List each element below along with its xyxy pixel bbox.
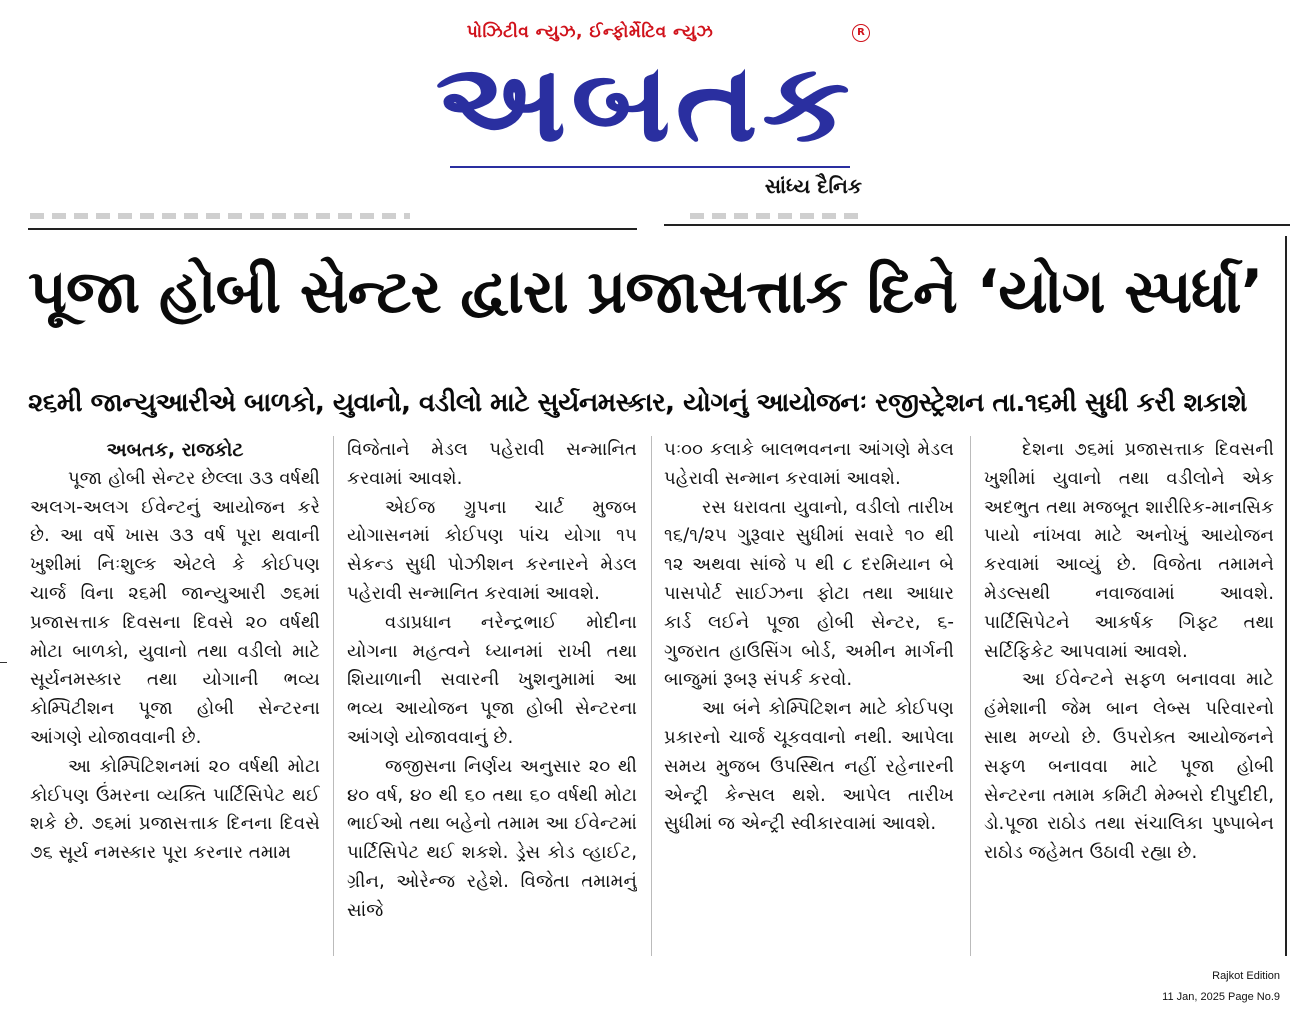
logo-underline — [450, 166, 850, 168]
column-border — [1285, 236, 1287, 956]
article-paragraph: આ કોમ્પિટિશનમાં ૨૦ વર્ષથી મોટા કોઈપણ ઉંમરના વ્યક્તિ પાર્ટિસિપેટ થઈ શકે છે. ૭૬માં પ્રજાસત્તાક દિનના દિવસે ૭૬ સૂર્ય નમસ્કાર પૂરા કરનાર તમામ — [30, 755, 320, 864]
edition-label: Rajkot Edition — [1212, 970, 1280, 982]
divider — [664, 224, 1290, 226]
article-paragraph: ૫ઃ૦૦ કલાકે બાલભવનના આંગણે મેડલ પહેરાવી સન્માન કરવામાં આવશે. — [664, 439, 954, 489]
article-byline: અબતક, રાજકોટ — [106, 439, 244, 461]
column-divider — [651, 436, 652, 956]
article-paragraph: આ ઈવેન્ટને સફળ બનાવવા માટે હંમેશાની જેમ બાન લેબ્સ પરિવારનો સાથ મળ્યો છે. ઉપરોક્ત આયોજનને સફળ બનાવવા માટે પૂજા હોબી સેન્ટરના તમામ કમિટી મેમ્બરો દીપુદીદી, ડો.પૂજા રાઠોડ તથા સંચાલિકા પુષ્પાબેન રાઠોડ જહેમત ઉઠાવી રહ્યા છે. — [984, 669, 1274, 864]
page-footer — [1162, 966, 1280, 1008]
article-column-2 — [347, 436, 637, 956]
article-paragraph: રસ ધરાવતા યુવાનો, વડીલો તારીખ ૧૬/૧/૨૫ ગુરૂવાર સુધીમાં સવારે ૧૦ થી ૧૨ અથવા સાંજે ૫ થી ૮ દરમિયાન બે પાસપોર્ટ સાઈઝના ફોટા તથા આધાર કાર્ડ લઈને પૂજા હોબી સેન્ટર, ૬-ગુજરાત હાઉસિંગ બોર્ડ, અમીન માર્ગની બાજુમાં રૂબરૂ સંપર્ક કરવો. — [664, 496, 954, 691]
article-column-4 — [984, 436, 1274, 956]
article-subheadline: ૨૬મી જાન્યુઆરીએ બાળકો, યુવાનો, વડીલો માટે સુર્યનમસ્કાર, યોગનું આયોજનઃ રજીસ્ટ્રેશન તા.૧૬મી સુધી કરી શકાશે — [28, 388, 1247, 418]
article-paragraph: આ બંને કોમ્પિટિશન માટે કોઈપણ પ્રકારનો ચાર્જ ચૂકવવાનો નથી. આપેલા સમય મુજબ ઉપસ્થિત નહીં રહેનારની એન્ટ્રી કેન્સલ થશે. આપેલ તારીખ સુધીમાં જ એન્ટ્રી સ્વીકારવામાં આવશે. — [664, 698, 954, 835]
margin-mark — [0, 662, 7, 663]
masthead-tagline: પોઝિટીવ ન્યુઝ, ઈન્ફોર્મેટિવ ન્યુઝ — [466, 22, 714, 42]
article-headline: પૂજા હોબી સેન્ટર દ્વારા પ્રજાસત્તાક દિને ‘યોગ સ્પર્ધા’ — [28, 257, 1263, 327]
article-paragraph: એઈજ ગ્રુપના ચાર્ટ મુજબ યોગાસનમાં કોઈપણ પાંચ યોગા ૧૫ સેકન્ડ સુધી પોઝીશન કરનારને મેડલ પહેરાવી સન્માનિત કરવામાં આવશે. — [347, 496, 637, 604]
article-paragraph: વડાપ્રધાન નરેન્દ્રભાઈ મોદીના યોગના મહત્વને ધ્યાનમાં રાખી તથા શિયાળાની સવારની ખુશનુમામાં આ ભવ્ય આયોજન પૂજા હોબી સેન્ટરના આંગણે યોજાવવાનું છે. — [347, 611, 637, 748]
article-paragraph: જજીસના નિર્ણય અનુસાર ૨૦ થી ૪૦ વર્ષ, ૪૦ થી ૬૦ તથા ૬૦ વર્ષથી મોટા ભાઈઓ તથા બહેનો તમામ આ ઈવેન્ટમાં પાર્ટિસિપેટ થઈ શકશે. ડ્રેસ કોડ વ્હાઈટ, ગ્રીન, ઓરેન્જ રહેશે. વિજેતા તમામનું સાંજે — [347, 755, 637, 921]
article-paragraph: પૂજા હોબી સેન્ટર છેલ્લા ૩૩ વર્ષથી અલગ-અલગ ઈવેન્ટનું આયોજન કરે છે. આ વર્ષે ખાસ ૩૩ વર્ષ પૂરા થવાની ખુશીમાં નિઃશુલ્ક એટલે કે કોઈપણ ચાર્જ વિના ૨૬મી જાન્યુઆરી ૭૬માં પ્રજાસત્તાક દિવસના દિવસે ૨૦ વર્ષથી મોટા બાળકો, યુવાનો તથા વડીલો માટે સૂર્યનમસ્કાર તથા યોગાની ભવ્ય કોમ્પિટીશન પૂજા હોબી સેન્ટરના આંગણે યોજાવવાની છે. — [30, 467, 320, 748]
newspaper-logo: અબતક — [435, 41, 855, 166]
faded-text-strip — [30, 213, 410, 219]
article-column-1 — [30, 436, 320, 956]
divider — [28, 228, 637, 230]
article-paragraph: દેશના ૭૬માં પ્રજાસત્તાક દિવસની ખુશીમાં યુવાનો તથા વડીલોને એક અદભુત તથા મજબૂત શારીરિક-માનસિક પાયો નાંખવા માટે અનોખું આયોજન કરવામાં આવ્યું છે. વિજેતા તમામને મેડલ્સથી નવાજવામાં આવશે. પાર્ટિસિપેટને આકર્ષક ગિફ્ટ તથા સર્ટિફિકેટ આપવામાં આવશે. — [984, 439, 1274, 662]
column-divider — [970, 436, 971, 956]
masthead — [420, 18, 870, 203]
article-paragraph: વિજેતાને મેડલ પહેરાવી સન્માનિત કરવામાં આવશે. — [347, 439, 637, 489]
column-divider — [333, 436, 334, 956]
faded-text-strip — [690, 213, 860, 219]
article-column-3 — [664, 436, 954, 956]
masthead-subtitle: સાંધ્ય દૈનિક — [764, 174, 862, 198]
registered-mark-icon: R — [852, 24, 870, 42]
date-page-label: 11 Jan, 2025 Page No.9 — [1162, 991, 1280, 1003]
